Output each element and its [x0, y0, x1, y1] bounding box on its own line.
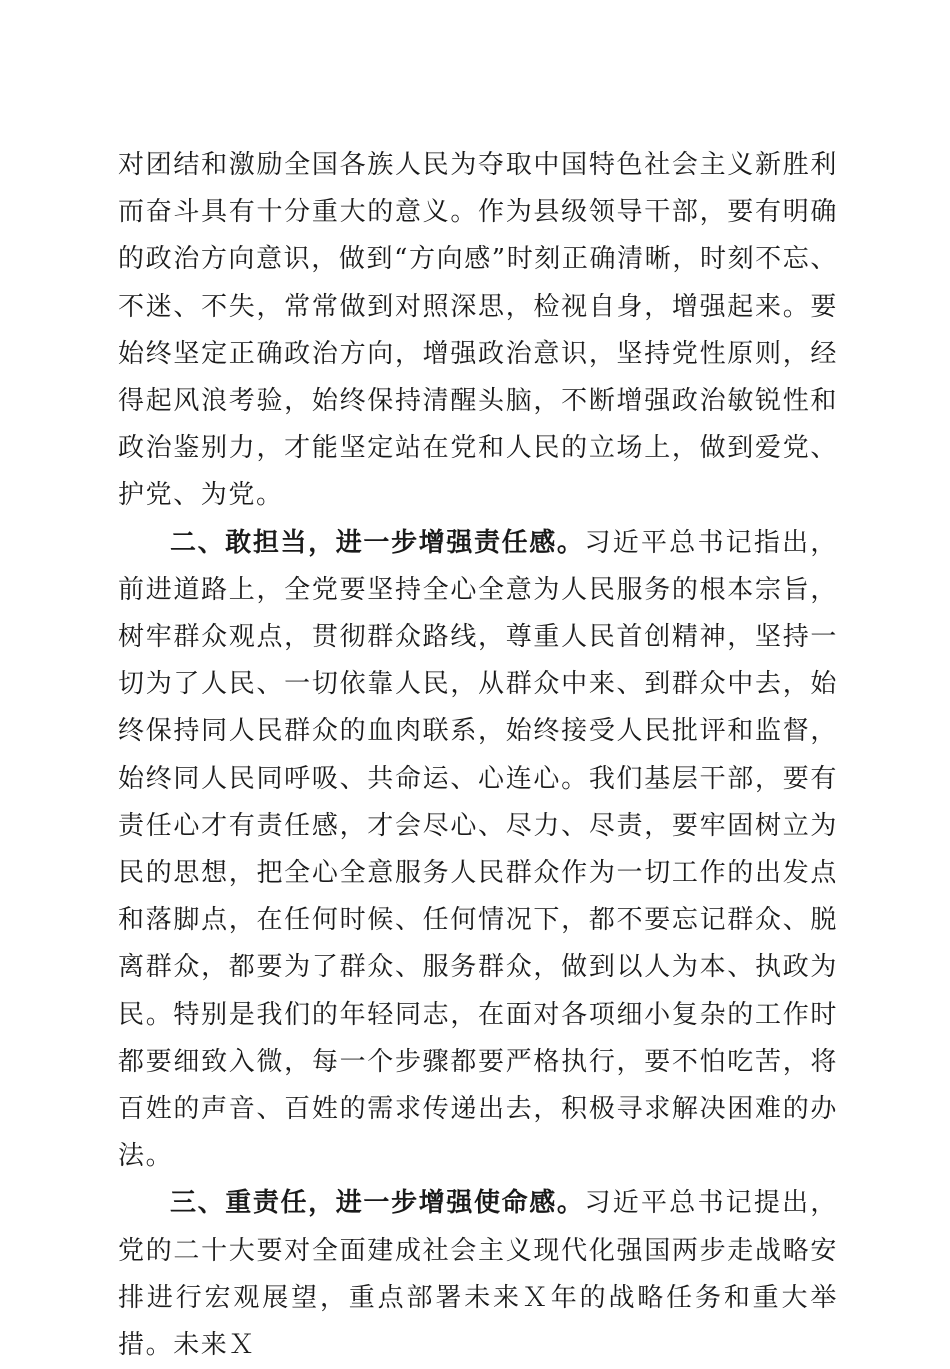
paragraph-mission — [118, 1180, 838, 1369]
paragraph-responsibility — [118, 520, 838, 1181]
section-heading-responsibility: 二、敢担当，进一步增强责任感。 — [170, 527, 585, 558]
document-page — [118, 142, 838, 1369]
section-body-responsibility: 习近平总书记指出，前进道路上，全党要坚持全心全意为人民服务的根本宗旨，树牢群众观点，贯彻群众路线，尊重人民首创精神，坚持一切为了人民、一切依靠人民，从群众中来、到群众中去，始终保持同人民群众的血肉联系，始终接受人民批评和监督，始终同人民同呼吸、共命运、心连心。我们基层干部，要有责任心才有责任感，才会尽心、尽力、尽责，要牢固树立为民的思想，把全心全意服务人民群众作为一切工作的出发点和落脚点，在任何时候、任何情况下，都不要忘记群众、脱离群众，都要为了群众、服务群众，做到以人为本、执政为民。特别是我们的年轻同志，在面对各项细小复杂的工作时都要细致入微，每一个步骤都要严格执行，要不怕吃苦，将百姓的声音、百姓的需求传递出去，积极寻求解决困难的办法。 — [118, 527, 838, 1172]
section-body-mission: 习近平总书记提出，党的二十大要对全面建成社会主义现代化强国两步走战略安排进行宏观展望，重点部署未来Ｘ年的战略任务和重大举措。未来Ｘ — [118, 1188, 838, 1361]
paragraph-political-direction: 对团结和激励全国各族人民为夺取中国特色社会主义新胜利而奋斗具有十分重大的意义。作为县级领导干部，要有明确的政治方向意识，做到“方向感”时刻正确清晰，时刻不忘、不迷、不失，常常做到对照深思，检视自身，增强起来。要始终坚定正确政治方向，增强政治意识，坚持党性原则，经得起风浪考验，始终保持清醒头脑，不断增强政治敏锐性和政治鉴别力，才能坚定站在党和人民的立场上，做到爱党、护党、为党。 — [118, 150, 838, 511]
section-heading-mission: 三、重责任，进一步增强使命感。 — [170, 1188, 585, 1219]
